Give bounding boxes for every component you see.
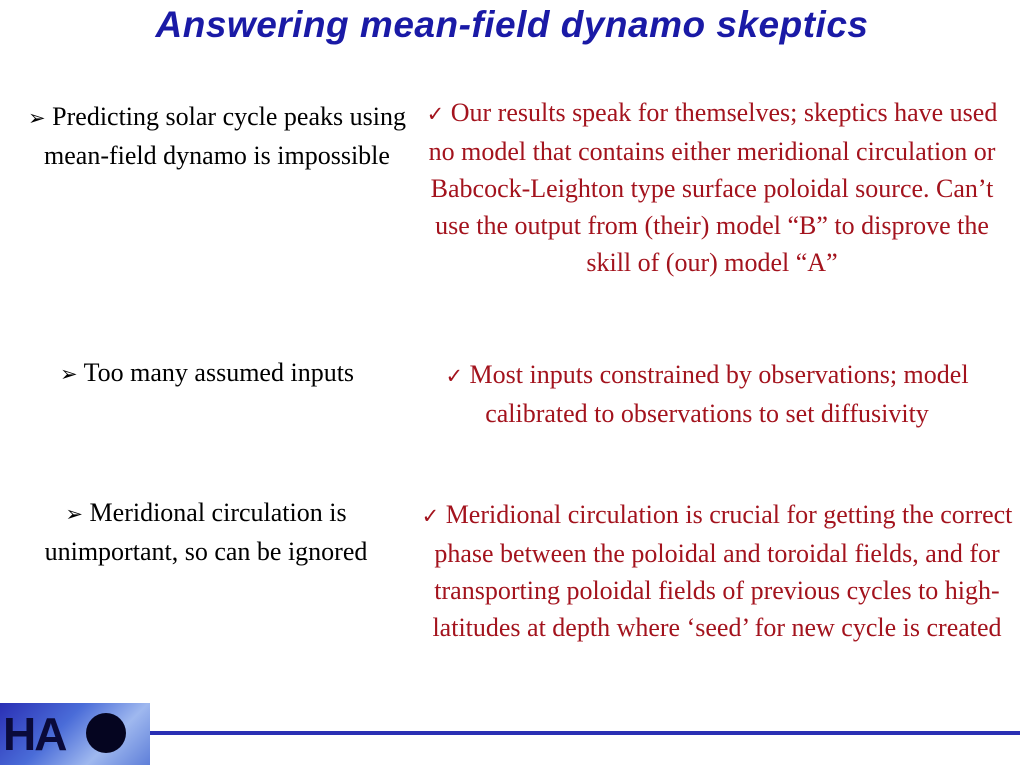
skeptic-claim-1 xyxy=(12,98,422,174)
response-1 xyxy=(420,94,1004,281)
skeptic-claim-text: Predicting solar cycle peaks using mean-field dynamo is impossible xyxy=(44,102,406,170)
sun-disk-icon xyxy=(86,713,126,753)
checkmark-icon: ✓ xyxy=(426,102,445,126)
skeptic-claim-3 xyxy=(0,494,412,570)
arrow-bullet-icon: ➢ xyxy=(65,502,84,526)
skeptic-claim-text: Too many assumed inputs xyxy=(83,358,355,387)
arrow-bullet-icon: ➢ xyxy=(28,106,46,130)
slide-title: Answering mean-field dynamo skeptics xyxy=(155,4,869,45)
arrow-bullet-icon: ➢ xyxy=(59,362,78,386)
logo-text: HA xyxy=(3,708,66,760)
response-text: Meridional circulation is crucial for getting the correct phase between the poloidal and toroidal fields, and for transporting poloidal fields of previous cycles to high-latitudes at depth where ‘seed’ for new cycle is created xyxy=(432,500,1013,642)
response-3 xyxy=(420,496,1014,646)
footer-divider xyxy=(150,731,1020,735)
response-text: Most inputs constrained by observations; model calibrated to observations to set diffusivity xyxy=(469,360,969,428)
checkmark-icon: ✓ xyxy=(421,504,440,528)
checkmark-icon: ✓ xyxy=(445,364,464,388)
response-2 xyxy=(420,356,994,432)
skeptic-claim-text: Meridional circulation is unimportant, so can be ignored xyxy=(44,498,368,566)
response-text: Our results speak for themselves; skeptics have used no model that contains either meridional circulation or Babcock-Leighton type surface poloidal source. Can’t use the output from (their) model “B” to disprove the skill of (our) model “A” xyxy=(428,98,998,277)
skeptic-claim-2 xyxy=(12,354,402,393)
hao-logo xyxy=(0,703,150,765)
